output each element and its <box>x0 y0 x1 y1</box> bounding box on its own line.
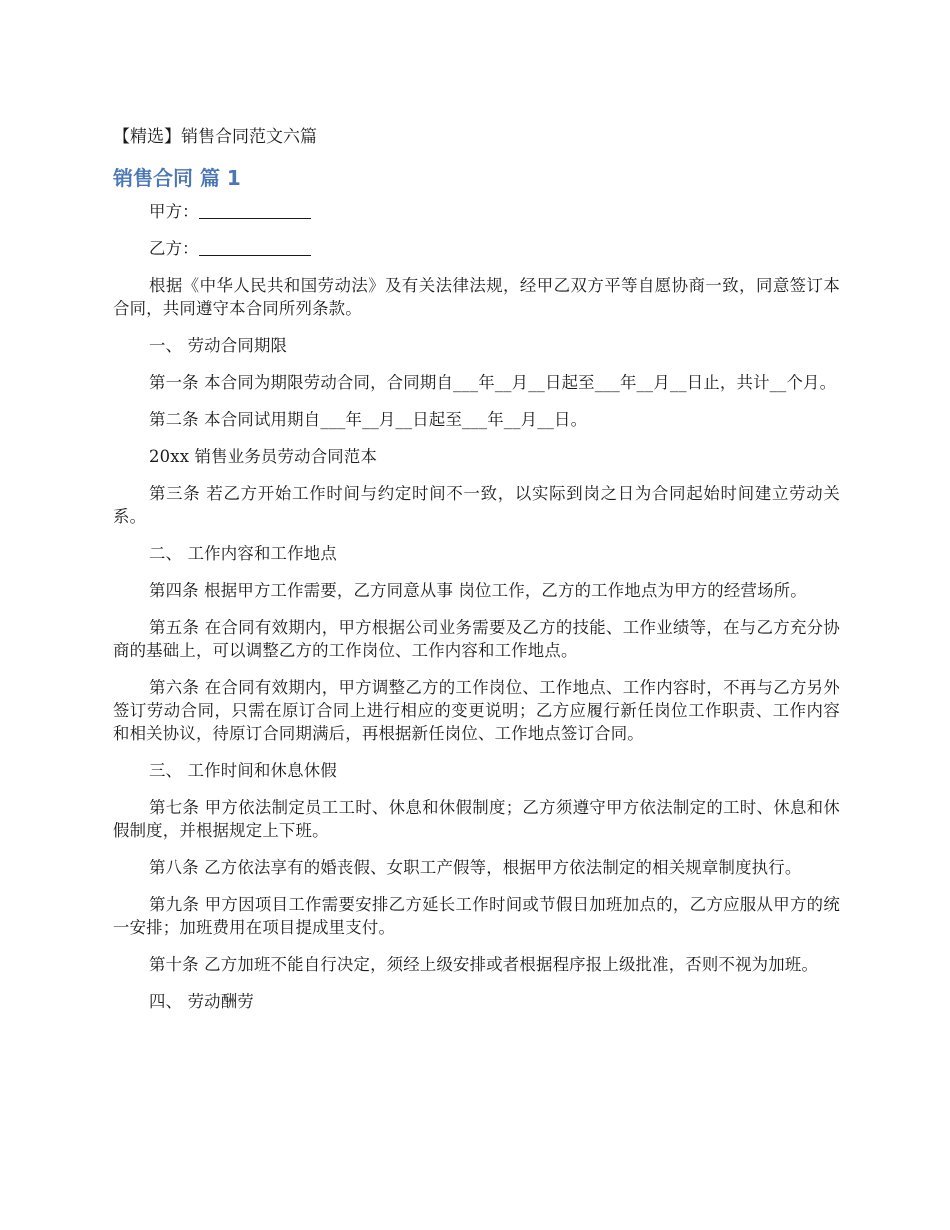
section-4-heading: 四、 劳动酬劳 <box>149 992 254 1011</box>
party-a-label: 甲方： <box>149 202 199 221</box>
clause-9: 第九条 甲方因项目工作需要安排乙方延长工作时间或节假日加班加点的，乙方应服从甲方的统一安排；加班费用在项目提成里支付。 <box>113 895 840 937</box>
party-a-blank <box>199 202 311 219</box>
section-heading: 销售合同 篇 1 <box>113 166 241 190</box>
clause-6: 第六条 在合同有效期内，甲方调整乙方的工作岗位、工作地点、工作内容时，不再与乙方另外签订劳动合同，只需在原订合同上进行相应的变更说明；乙方应履行新任岗位工作职责、工作内容和相关协议，待原订合同期满后，再根据新任岗位、工作地点签订合同。 <box>113 678 840 743</box>
party-b-line <box>113 237 840 260</box>
clause-2: 第二条 本合同试用期自___年__月__日起至___年__月__日。 <box>149 410 588 429</box>
party-a-line <box>113 200 840 223</box>
template-subtitle: 20xx 销售业务员劳动合同范本 <box>149 447 378 466</box>
clause-1: 第一条 本合同为期限劳动合同，合同期自___年__月__日起至___年__月__日止，共计__个月。 <box>149 373 837 392</box>
clause-4: 第四条 根据甲方工作需要，乙方同意从事 岗位工作，乙方的工作地点为甲方的经营场所。 <box>149 581 807 600</box>
party-b-blank <box>199 239 311 256</box>
clause-7: 第七条 甲方依法制定员工工时、休息和休假制度；乙方须遵守甲方依法制定的工时、休息和休假制度，并根据规定上下班。 <box>113 798 840 840</box>
clause-10: 第十条 乙方加班不能自行决定，须经上级安排或者根据程序报上级批准，否则不视为加班。 <box>149 955 819 974</box>
section-3-heading: 三、 工作时间和休息休假 <box>149 761 337 780</box>
party-b-label: 乙方： <box>149 239 199 258</box>
document-body <box>113 200 840 1027</box>
clause-8: 第八条 乙方依法享有的婚丧假、女职工产假等，根据甲方依法制定的相关规章制度执行。 <box>149 858 802 877</box>
intro-paragraph: 根据《中华人民共和国劳动法》及有关法律法规，经甲乙双方平等自愿协商一致，同意签订本合同，共同遵守本合同所列条款。 <box>113 276 840 318</box>
clause-5: 第五条 在合同有效期内，甲方根据公司业务需要及乙方的技能、工作业绩等，在与乙方充分协商的基础上，可以调整乙方的工作岗位、工作内容和工作地点。 <box>113 618 840 660</box>
document-title: 【精选】销售合同范文六篇 <box>113 127 317 147</box>
clause-3: 第三条 若乙方开始工作时间与约定时间不一致，以实际到岗之日为合同起始时间建立劳动关系。 <box>113 484 840 526</box>
section-2-heading: 二、 工作内容和工作地点 <box>149 544 337 563</box>
section-1-heading: 一、 劳动合同期限 <box>149 336 288 355</box>
